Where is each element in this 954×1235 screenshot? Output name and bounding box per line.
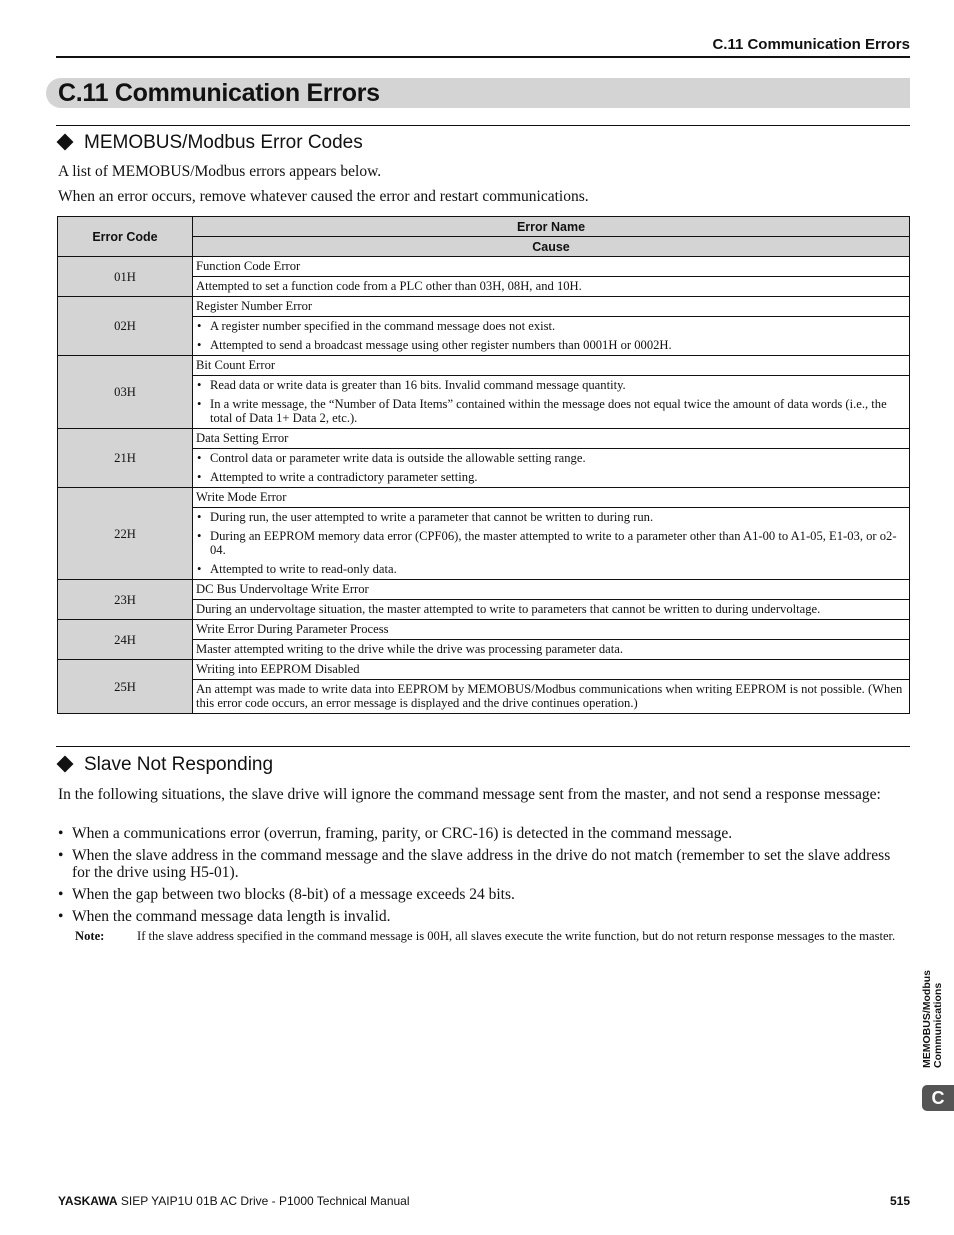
error-name-cell: Register Number Error: [193, 297, 910, 317]
section-divider: [56, 125, 910, 126]
cause-item: • Attempted to write a contradictory parameter setting.: [196, 470, 906, 484]
section-title: C.11 Communication Errors: [58, 79, 380, 107]
cause-list: [196, 451, 906, 484]
cause-item: • During an EEPROM memory data error (CPF06), the master attempted to write to a parameter other than A1-00 to A1-05, E1-03, or o2-04.: [196, 529, 906, 557]
header-cause: Cause: [193, 237, 910, 257]
table-row: [58, 429, 910, 449]
slave-heading-text: Slave Not Responding: [84, 754, 274, 775]
error-code-cell: 24H: [58, 620, 193, 660]
note: [75, 929, 910, 943]
table-row: [58, 257, 910, 277]
running-head-title: C.11 Communication Errors: [712, 36, 910, 53]
note-text: If the slave address specified in the command message is 00H, all slaves execute the write function, but do not return response messages to the master.: [137, 929, 896, 943]
cause-item: • In a write message, the “Number of Data Items” contained within the message does not equal twice the amount of data words (i.e., the total of Data 1+ Data 2, etc.).: [196, 397, 906, 425]
cause-item: • Control data or parameter write data is outside the allowable setting range.: [196, 451, 906, 465]
error-cause-cell: An attempt was made to write data into EEPROM by MEMOBUS/Modbus communications when writing EEPROM is not possible. (When this error code occurs, an error message is displayed and the drive continues operation.): [193, 680, 910, 714]
error-cause-cell: [193, 508, 910, 580]
slave-bullet: • When a communications error (overrun, framing, parity, or CRC-16) is detected in the command message.: [58, 825, 910, 842]
section-divider: [56, 746, 910, 747]
error-cause-cell: Attempted to set a function code from a PLC other than 03H, 08H, and 10H.: [193, 277, 910, 297]
cause-item: • During run, the user attempted to write a parameter that cannot be written to during run.: [196, 510, 906, 524]
error-cause-cell: Master attempted writing to the drive while the drive was processing parameter data.: [193, 640, 910, 660]
error-name-cell: Write Error During Parameter Process: [193, 620, 910, 640]
slave-heading: [56, 754, 273, 776]
error-name-cell: Bit Count Error: [193, 356, 910, 376]
cause-list: [196, 378, 906, 425]
table-row: [58, 620, 910, 640]
slave-bullet: • When the command message data length is invalid.: [58, 908, 910, 925]
header-error-name: Error Name: [193, 217, 910, 237]
error-name-cell: DC Bus Undervoltage Write Error: [193, 580, 910, 600]
error-cause-cell: [193, 376, 910, 429]
table-row: [58, 356, 910, 376]
table-row: [58, 488, 910, 508]
error-table-body: [58, 257, 910, 714]
error-cause-cell: [193, 449, 910, 488]
memobus-instruction: When an error occurs, remove whatever caused the error and restart communications.: [58, 188, 589, 205]
slave-intro: In the following situations, the slave drive will ignore the command message sent from the master, and not send a response message:: [58, 786, 881, 803]
error-code-cell: 23H: [58, 580, 193, 620]
slave-bullet-list: [58, 825, 910, 930]
running-head: [56, 34, 910, 58]
table-row: [58, 660, 910, 680]
chapter-tab: C: [922, 1085, 954, 1111]
page-number: 515: [889, 1194, 910, 1208]
memobus-heading-text: MEMOBUS/Modbus Error Codes: [84, 132, 363, 153]
header-error-code: Error Code: [58, 217, 193, 257]
error-name-cell: Write Mode Error: [193, 488, 910, 508]
cause-item: • Attempted to send a broadcast message using other register numbers than 0001H or 0002H.: [196, 338, 906, 352]
side-tab-label: [922, 948, 944, 1068]
error-code-cell: 22H: [58, 488, 193, 580]
error-code-cell: 01H: [58, 257, 193, 297]
error-code-cell: 03H: [58, 356, 193, 429]
section-title-band: [46, 78, 910, 108]
slave-bullet: • When the gap between two blocks (8-bit) of a message exceeds 24 bits.: [58, 886, 910, 903]
error-code-table: [57, 216, 910, 714]
footer-brand: YASKAWA: [58, 1194, 118, 1208]
cause-list: [196, 510, 906, 576]
error-cause-cell: During an undervoltage situation, the master attempted to write to parameters that cannot be written to during undervoltage.: [193, 600, 910, 620]
cause-item: • Attempted to write to read-only data.: [196, 562, 906, 576]
memobus-intro: A list of MEMOBUS/Modbus errors appears below.: [58, 163, 382, 180]
error-code-cell: 25H: [58, 660, 193, 714]
table-row: [58, 297, 910, 317]
footer: [58, 1194, 910, 1208]
footer-manual-title: SIEP YAIP1U 01B AC Drive - P1000 Technical Manual: [117, 1194, 410, 1208]
side-tab-line: Communications: [932, 982, 944, 1068]
error-code-cell: 21H: [58, 429, 193, 488]
error-code-cell: 02H: [58, 297, 193, 356]
cause-list: [196, 319, 906, 352]
slave-bullet: • When the slave address in the command message and the slave address in the drive do not match (remember to set the slave address for the drive using H5-01).: [58, 847, 910, 881]
diamond-bullet-icon: [57, 755, 74, 772]
side-tab-line: MEMOBUS/Modbus: [921, 970, 933, 1068]
error-name-cell: Writing into EEPROM Disabled: [193, 660, 910, 680]
cause-item: • Read data or write data is greater than 16 bits. Invalid command message quantity.: [196, 378, 906, 392]
error-name-cell: Function Code Error: [193, 257, 910, 277]
table-row: [58, 580, 910, 600]
diamond-bullet-icon: [57, 133, 74, 150]
error-name-cell: Data Setting Error: [193, 429, 910, 449]
memobus-heading: [56, 132, 363, 154]
note-label: Note:: [75, 929, 105, 943]
cause-item: • A register number specified in the command message does not exist.: [196, 319, 906, 333]
error-cause-cell: [193, 317, 910, 356]
